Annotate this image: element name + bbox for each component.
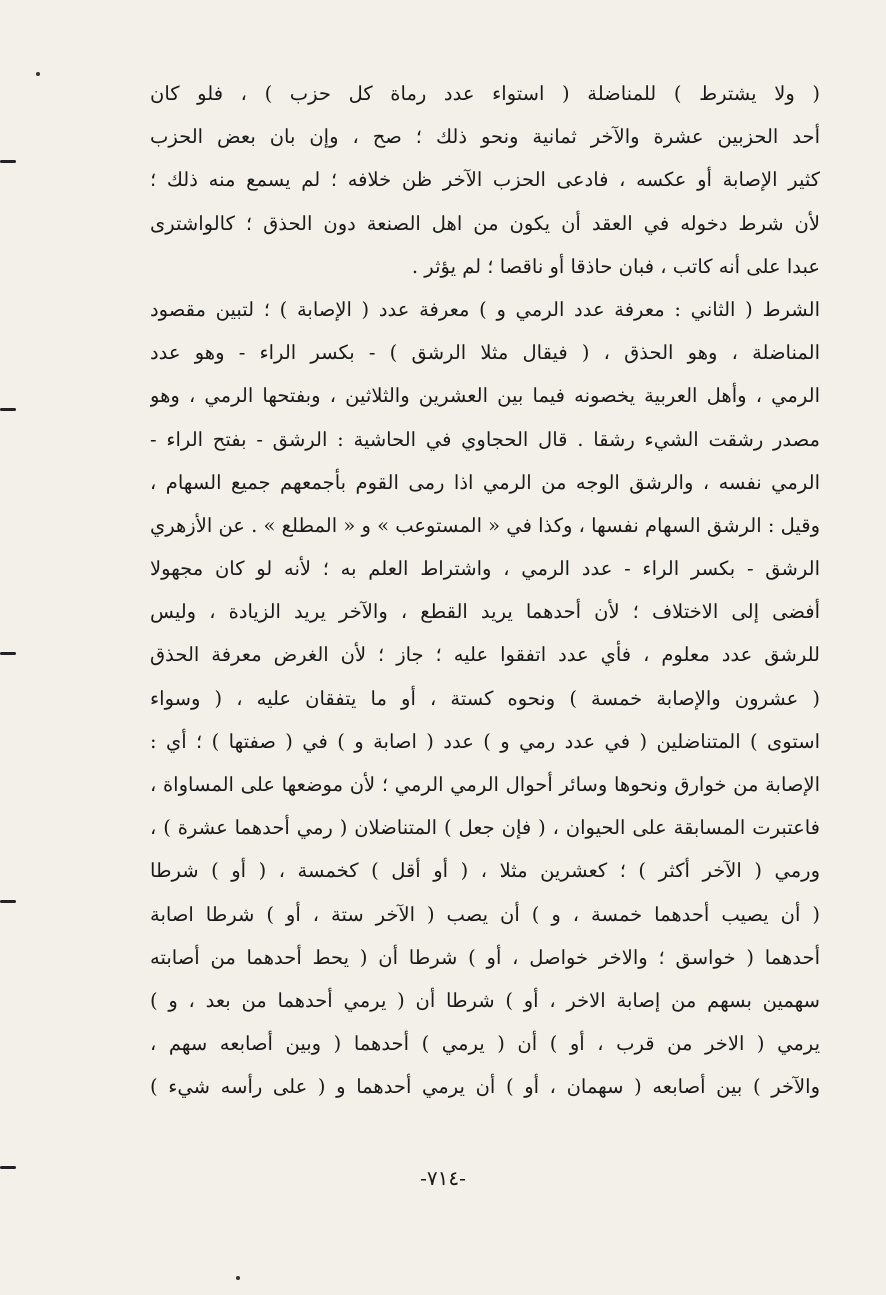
text-line: فاعتبرت المسابقة على الحيوان ، ( فإن جعل ) المتناضلان ( رمي أحدهما عشرة ) ، [150,816,820,840]
margin-mark [0,408,16,411]
text-line: ( ولا يشترط ) للمناضلة ( استواء عدد رماة كل حزب ) ، فلو كان [150,82,820,105]
text-line: الرمي ، وأهل العربية يخصونه فيما بين العشرين والثلاثين ، وبفتحها الرمي ، وهو [150,384,820,408]
text-line: مصدر رشقت الشيء رشقا . قال الحجاوي في الحاشية : الرشق - بفتح الراء - [150,427,820,451]
body-text [150,72,820,1109]
page-number: -٧١٤- [420,1166,466,1190]
text-line: أحدهما ( خواسق ؛ والاخر خواصل ، أو ) شرطا أن ( يحط أحدهما من أصابته [150,945,820,969]
text-line: لأن شرط دخوله في العقد أن يكون من اهل الصنعة دون الحذق ؛ كالواشترى [150,211,820,235]
text-line: كثير الإصابة أو عكسه ، فادعى الحزب الآخر ظن خلافه ؛ لم يسمع منه ذلك ؛ [150,168,820,192]
text-line: سهمين بسهم من إصابة الاخر ، أو ) شرطا أن ( يرمي أحدهما من بعد ، و ) [150,988,820,1012]
speck [236,1276,240,1280]
text-line: المناضلة ، وهو الحذق ، ( فيقال مثلا الرشق ) - بكسر الراء - وهو عدد [150,341,820,365]
text-line: يرمي ( الاخر من قرب ، أو ) أن ( يرمي ) أحدهما ( وبين أصابعه سهم ، [150,1032,820,1056]
text-line: الرشق - بكسر الراء - عدد الرمي ، واشتراط العلم به ؛ لأنه لو كان مجهولا [150,557,820,581]
text-line: والآخر ) بين أصابعه ( سهمان ، أو ) أن يرمي أحدهما و ( على رأسه شيء ) [150,1075,820,1099]
text-line: ورمي ( الآخر أكثر ) ؛ كعشرين مثلا ، ( أو أقل ) كخمسة ، ( أو ) شرطا [150,859,820,883]
text-line: أفضى إلى الاختلاف ؛ لأن أحدهما يريد القطع ، والآخر يريد الزيادة ، وليس [150,600,820,624]
margin-mark [0,900,16,903]
text-line: استوى ) المتناضلين ( في عدد رمي و ) عدد ( اصابة و ) في ( صفتها ) ؛ أي : [150,729,820,753]
text-line: أحد الحزبين عشرة والآخر ثمانية ونحو ذلك ؛ صح ، وإن بان بعض الحزب [150,125,820,149]
text-line: ( أن يصيب أحدهما خمسة ، و ) أن يصب ( الآخر ستة ، أو ) شرطا اصابة [150,902,820,926]
speck [36,72,40,76]
text-line: الشرط ( الثاني : معرفة عدد الرمي و ) معرفة عدد ( الإصابة ) ؛ لتبين مقصود [150,297,820,321]
margin-mark [0,160,16,163]
text-line: عبدا على أنه كاتب ، فبان حاذقا أو ناقصا ؛ لم يؤثر . [411,254,820,278]
margin-mark [0,652,16,655]
text-line: ( عشرون والإصابة خمسة ) ونحوه كستة ، أو ما يتفقان عليه ، ( وسواء [150,686,820,710]
text-line: الإصابة من خوارق ونحوها وسائر أحوال الرمي الرمي ؛ لأن موضعها على المساواة ، [150,773,820,796]
text-line: وقيل : الرشق السهام نفسها ، وكذا في « المستوعب » و « المطلع » . عن الأزهري [150,513,820,537]
text-line: الرمي نفسه ، والرشق الوجه من الرمي اذا رمى القوم بأجمعهم جميع السهام ، [150,470,820,494]
text-line: للرشق عدد معلوم ، فأي عدد اتفقوا عليه ؛ جاز ؛ لأن الغرض معرفة الحذق [150,643,820,667]
